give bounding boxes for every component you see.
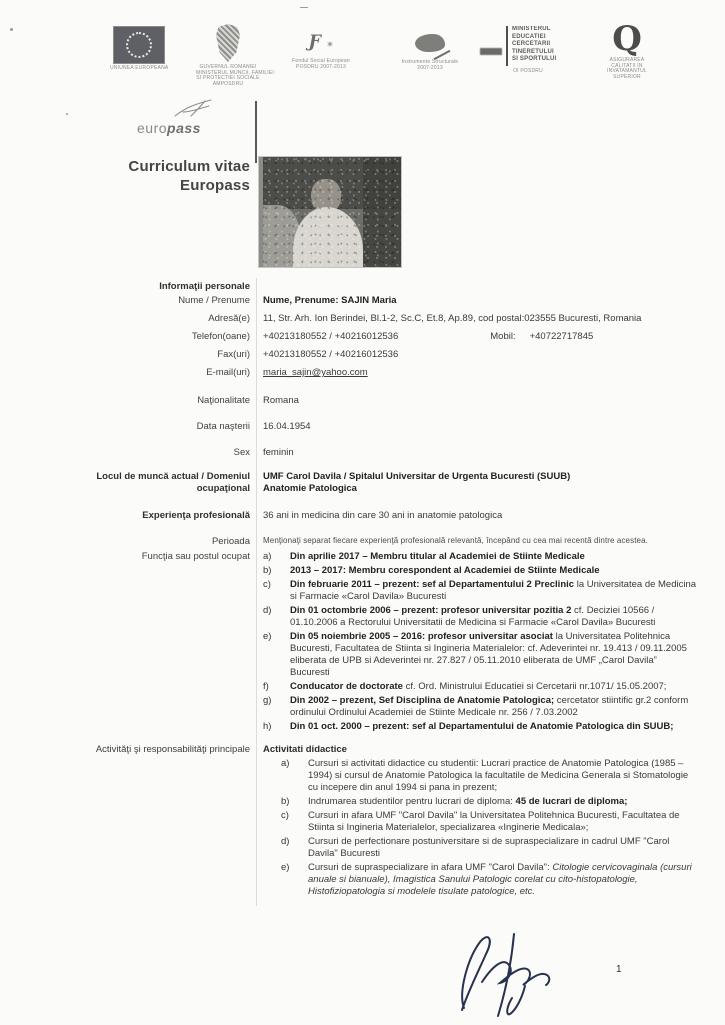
activities-block [263, 744, 699, 900]
text-segment: Anatomie Patologica [263, 483, 357, 494]
text-segment: +40213180552 / +40216012536 [263, 349, 399, 360]
email-label: E-mail(uri) [206, 367, 250, 378]
list-item-text [290, 551, 699, 563]
list-item-text [308, 836, 699, 860]
list-item-letter: b) [263, 565, 272, 576]
position-label: Funcţia sau postul ocupat [141, 551, 250, 562]
title-line-1: Curriculum vitae [128, 158, 250, 175]
email-value [263, 367, 699, 379]
page-number: 1 [616, 964, 622, 975]
ministry-line: CERCETARII [512, 41, 551, 47]
ministry-caption: OI POSDRU [513, 68, 543, 74]
text-segment: Nume, Prenume: SAJIN Maria [263, 295, 397, 306]
list-item [281, 796, 699, 808]
experience-label: Experienţa profesională [142, 510, 250, 521]
ministry-bar-icon [506, 26, 508, 66]
list-item-text [290, 631, 699, 679]
list-item [281, 862, 699, 898]
list-item [281, 836, 699, 860]
list-item-letter: c) [281, 810, 289, 821]
ministry-education-logo [480, 26, 576, 75]
ministry-line: SI SPORTULUI [512, 56, 557, 62]
page-title [30, 157, 250, 195]
structural-caption-line: 2007-2013 [417, 64, 443, 71]
list-item-letter: f) [263, 681, 269, 692]
q-caption-line: CALITATII IN [611, 62, 643, 69]
list-item-text [308, 796, 699, 808]
list-item [281, 758, 699, 794]
list-item-text [290, 579, 699, 603]
portrait-photo [258, 156, 402, 268]
fax-value [263, 349, 699, 361]
text-segment: 11, Str. Arh. Ion Berindei, Bl.1-2, Sc.C, Et.8, Ap.89, cod postal:023555 Bucuresti, Romania [263, 313, 642, 324]
list-item-letter: e) [263, 631, 272, 642]
list-item [263, 579, 699, 603]
list-item-letter: c) [263, 579, 271, 590]
list-item [263, 551, 699, 563]
europass-logo [137, 98, 247, 136]
workplace-label: Locul de muncă actual / Domeniul ocupaţional [96, 471, 250, 494]
mobile-label: Mobil: [490, 331, 516, 342]
workplace-value [263, 471, 699, 495]
coat-of-arms-icon [216, 24, 240, 62]
text-segment: Din 05 noiembrie 2005 – 2016: profesor universitar asociat [290, 631, 553, 642]
gov-caption-line: AMPOSDRU [212, 80, 244, 87]
scan-speck [300, 7, 308, 8]
text-segment: cercetator stiintific gr.2 conform ordinului Ordinului Academiei de Stiinte Medicale nr. 256 / 7.03.2002 [290, 695, 689, 718]
list-item [263, 631, 699, 679]
text-segment: Din 2002 – prezent, Sef Disciplina de Anatomie Patologica; [290, 695, 555, 706]
list-item-letter: b) [281, 796, 290, 807]
gov-caption-line: SI PROTECTIEI SOCIALE [196, 75, 260, 81]
text-segment: Din 01 oct. 2000 – prezent: sef al Departamentului de Anatomie Patologica din SUUB; [290, 721, 674, 732]
position-list [263, 551, 699, 735]
structural-instruments-logo [392, 34, 468, 71]
social-fund-logo [286, 33, 356, 70]
gov-coat-of-arms-logo [196, 24, 275, 87]
scan-speck [10, 28, 13, 31]
structural-instruments-icon [415, 34, 445, 52]
text-segment: 45 de lucrari de diploma; [515, 796, 628, 807]
name-value [263, 295, 699, 307]
list-item [263, 695, 699, 719]
list-item [263, 565, 699, 577]
list-item-letter: a) [263, 551, 272, 562]
scan-speck [66, 113, 68, 115]
text-segment: Cursuri de supraspecializare in afara UMF "Carol Davila": [308, 862, 553, 873]
name-label: Nume / Prenume [178, 295, 250, 306]
eu-stars-icon [126, 32, 152, 58]
text-segment: cf. Ord. Ministrului Educatiei si Cercetarii nr.1071/ 15.05.2007; [402, 681, 667, 692]
list-item-letter: e) [281, 862, 290, 873]
list-item-text [290, 565, 699, 577]
fse-caption-line: POSDRU 2007-2013 [296, 63, 346, 70]
list-item-letter: d) [281, 836, 290, 847]
text-segment: la Universitatea Politehnica Bucuresti, Facultatea de Stiinta si Ingineria Materialelor: cf. Adeverintei nr. 19.413 / 09.11.2005 eliberata de UPB si Adeverintei nr. 27.827 / 05.11.2010 eliberata de UMF „Carol Davila” Bucuresti [290, 631, 687, 678]
section-personal-info-label: Informaţii personale [159, 281, 250, 292]
text-segment: Citologie cervicovaginala (cursuri anuale si bianuale), Imagistica Sanului Patologic corelat cu cito-histopatologie, Histofiziopatologia si modelele tisulate patologice, etc. [308, 862, 692, 897]
text-segment: Din februarie 2011 – prezent: sef al Departamentului 2 Preclinic [290, 579, 575, 590]
brand-divider-line [255, 101, 257, 163]
text-segment: Cursuri de perfectionare postuniversitare si de supraspecializare in cadrul UMF "Carol Davila" Bucuresti [308, 836, 670, 859]
ministry-line: EDUCATIEI [512, 33, 546, 40]
quality-q-logo [596, 19, 658, 80]
text-segment: cf. Deciziei 10566 / 01.10.2006 a Rectorului Universitatii de Medicina si Farmacie «Carol Davila» Bucuresti [290, 605, 656, 628]
address-label: Adresă(e) [208, 313, 250, 324]
text-segment: 16.04.1954 [263, 421, 311, 432]
list-item-letter: a) [281, 758, 290, 769]
ministry-stamp-icon [480, 48, 502, 55]
list-item-text [308, 810, 699, 834]
structural-caption-line: Instrumente Structurale [401, 59, 459, 65]
text-segment: feminin [263, 447, 294, 458]
list-item [263, 681, 699, 693]
text-segment: Indrumarea studentilor pentru lucrari de diploma: [308, 796, 516, 807]
birthdate-label: Data naşterii [196, 421, 250, 432]
text-segment: Cursuri in afara UMF "Carol Davila" la Universitatea Politehnica Bucuresti, Facultatea de Stiinta si Ingineria Materialelor, specializarea «Inginerie Medicala»; [308, 810, 680, 833]
fse-caption-line: Fondul Social European [292, 58, 350, 64]
period-note: Menţionaţi separat fiecare experienţă profesională relevantă, începând cu cea mai recentă dintre acestea. [263, 536, 648, 545]
text-segment: Din 01 octombrie 2006 – prezent: profesor universitar pozitia 2 [290, 605, 572, 616]
gov-caption-line: GUVERNUL ROMANIEI [199, 64, 257, 70]
list-item-letter: h) [263, 721, 272, 732]
list-item [263, 721, 699, 733]
handwritten-signature [452, 928, 582, 1025]
list-item-letter: d) [263, 605, 272, 616]
fax-label: Fax(uri) [217, 349, 250, 360]
nationality-value [263, 395, 699, 407]
activities-heading: Activitati didactice [263, 744, 347, 755]
list-item-text [290, 721, 699, 733]
mobile-value: +40722717845 [529, 331, 594, 342]
q-caption-line: ASIGURAREA [609, 57, 645, 63]
phone-label: Telefon(oane) [191, 331, 250, 342]
text-segment: 2013 – 2017: Membru corespondent al Academiei de Stiinte Medicale [290, 565, 600, 576]
experience-value [263, 510, 699, 522]
text-segment: Conducator de doctorate [290, 681, 403, 692]
sex-value [263, 447, 699, 459]
list-item-text [308, 758, 699, 794]
europass-bird-icon [171, 98, 217, 120]
text-segment: UMF Carol Davila / Spitalul Universitar de Urgenta Bucuresti (SUUB) [263, 471, 571, 482]
text-segment: Cursuri si activitati didactice cu studentii: Lucrari practice de Anatomie Patologica (1985 – 1994) si cursul de Anatomie Patologica la facultatile de Medicina Generala si Stomatologie cu incepere din anul 1994 si pana in prezent; [308, 758, 689, 793]
list-item-text [290, 695, 699, 719]
activities-list [263, 758, 699, 898]
text-segment: 36 ani in medicina din care 30 ani in anatomie patologica [263, 510, 503, 521]
list-item-text [308, 862, 699, 898]
text-segment: Din aprilie 2017 – Membru titular al Academiei de Stiinte Medicale [290, 551, 585, 562]
list-item-letter: g) [263, 695, 272, 706]
text-segment: la Universitatea de Medicina si Farmacie «Carol Davila» Bucuresti [290, 579, 697, 602]
eu-flag-logo [110, 27, 168, 72]
eu-flag-caption: UNIUNEA EUROPEANA [110, 65, 169, 71]
europass-word-pass: pass [167, 120, 201, 136]
text-segment: Romana [263, 395, 299, 406]
ministry-line: TINERETULUI [512, 48, 554, 55]
europass-word-euro: euro [137, 120, 168, 136]
address-value [263, 313, 699, 325]
list-item-text [290, 605, 699, 629]
q-letter-icon: Q [612, 19, 642, 59]
sex-label: Sex [233, 447, 250, 458]
ministry-line: MINISTERUL [512, 26, 551, 32]
birthdate-value [263, 421, 699, 433]
q-caption-line: SUPERIOR [613, 73, 641, 80]
list-item [263, 605, 699, 629]
phone-value [263, 331, 398, 343]
list-item-text [290, 681, 699, 693]
title-line-2: Europass [180, 177, 250, 194]
gov-caption-line: MINISTERUL MUNCII, FAMILIEI [196, 69, 275, 76]
nationality-label: Naţionalitate [197, 395, 250, 406]
cv-body [0, 277, 725, 900]
q-caption-line: INVATAMANTUL [607, 68, 647, 74]
social-fund-icon: Ƒ ✶ [308, 32, 334, 52]
period-label: Perioada [211, 536, 250, 547]
eu-flag-icon [114, 27, 164, 63]
activities-label: Activităţi şi responsabilităţi principale [95, 744, 250, 755]
text-segment: maria_sajin@yahoo.com [263, 367, 368, 378]
list-item [281, 810, 699, 834]
text-segment: +40213180552 / +40216012536 [263, 331, 399, 342]
